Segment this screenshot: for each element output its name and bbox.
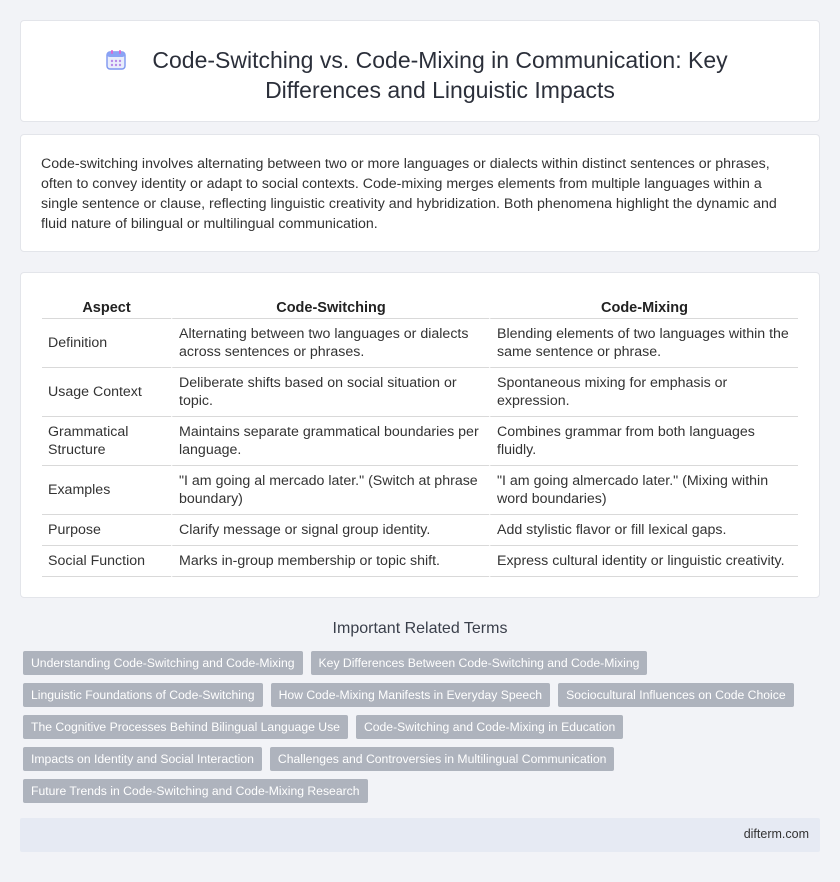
- cell-aspect: Usage Context: [42, 368, 171, 417]
- related-term-tag[interactable]: Future Trends in Code-Switching and Code-Mixing Research: [23, 779, 368, 803]
- comparison-card: [20, 272, 820, 598]
- table-row: [42, 515, 798, 546]
- related-term-tag[interactable]: The Cognitive Processes Behind Bilingual Language Use: [23, 715, 348, 739]
- related-terms-heading: Important Related Terms: [332, 620, 508, 637]
- cell-code-switching: Marks in-group membership or topic shift.: [171, 546, 489, 577]
- header-aspect: Aspect: [42, 297, 171, 319]
- cell-code-switching: Deliberate shifts based on social situation or topic.: [171, 368, 489, 417]
- cell-code-switching: Maintains separate grammatical boundaries per language.: [171, 417, 489, 466]
- header-code-mixing: Code-Mixing: [489, 297, 798, 319]
- cell-aspect: Examples: [42, 466, 171, 515]
- cell-code-switching: Alternating between two languages or dialects across sentences or phrases.: [171, 319, 489, 368]
- tag-row: [23, 683, 813, 707]
- cell-code-switching: "I am going al mercado later." (Switch at phrase boundary): [171, 466, 489, 515]
- related-term-tag[interactable]: Code-Switching and Code-Mixing in Education: [356, 715, 623, 739]
- comparison-table: [42, 297, 798, 577]
- tag-row: [23, 715, 813, 739]
- footer-site-link[interactable]: difterm.com: [743, 827, 809, 841]
- tag-row: [23, 747, 813, 771]
- related-term-tag[interactable]: Sociocultural Influences on Code Choice: [558, 683, 794, 707]
- intro-card: [20, 134, 820, 252]
- footer: [20, 818, 820, 852]
- cell-code-switching: Clarify message or signal group identity.: [171, 515, 489, 546]
- related-term-tag[interactable]: Key Differences Between Code-Switching and Code-Mixing: [311, 651, 648, 675]
- cell-aspect: Social Function: [42, 546, 171, 577]
- cell-code-mixing: "I am going almercado later." (Mixing within word boundaries): [489, 466, 798, 515]
- header-code-switching: Code-Switching: [171, 297, 489, 319]
- related-terms-tags: [23, 651, 813, 811]
- cell-aspect: Purpose: [42, 515, 171, 546]
- cell-aspect: Grammatical Structure: [42, 417, 171, 466]
- table-row: [42, 368, 798, 417]
- cell-code-mixing: Combines grammar from both languages fluidly.: [489, 417, 798, 466]
- table-header-row: [42, 297, 798, 319]
- related-term-tag[interactable]: Impacts on Identity and Social Interaction: [23, 747, 262, 771]
- related-term-tag[interactable]: Understanding Code-Switching and Code-Mixing: [23, 651, 303, 675]
- related-term-tag[interactable]: How Code-Mixing Manifests in Everyday Speech: [271, 683, 551, 707]
- cell-code-mixing: Spontaneous mixing for emphasis or expression.: [489, 368, 798, 417]
- cell-aspect: Definition: [42, 319, 171, 368]
- table-row: [42, 546, 798, 577]
- title-card: [20, 20, 820, 122]
- cell-code-mixing: Add stylistic flavor or fill lexical gaps.: [489, 515, 798, 546]
- tag-row: [23, 779, 813, 803]
- cell-code-mixing: Blending elements of two languages within the same sentence or phrase.: [489, 319, 798, 368]
- intro-paragraph: Code-switching involves alternating between two or more languages or dialects within distinct sentences or phrases, often to convey identity or adapt to social contexts. Code-mixing merges elements from multiple languages within a single sentence or clause, reflecting linguistic creativity and hybridization. Both phenomena highlight the dynamic and fluid nature of bilingual or multilingual communication.: [41, 156, 777, 232]
- related-term-tag[interactable]: Challenges and Controversies in Multilingual Communication: [270, 747, 615, 771]
- tag-row: [23, 651, 813, 675]
- table-row: [42, 466, 798, 515]
- table-row: [42, 319, 798, 368]
- title-wrap: [21, 45, 819, 105]
- related-term-tag[interactable]: Linguistic Foundations of Code-Switching: [23, 683, 263, 707]
- page-title: Code-Switching vs. Code-Mixing in Communication: Key Differences and Linguistic Impacts: [152, 47, 728, 103]
- cell-code-mixing: Express cultural identity or linguistic creativity.: [489, 546, 798, 577]
- table-row: [42, 417, 798, 466]
